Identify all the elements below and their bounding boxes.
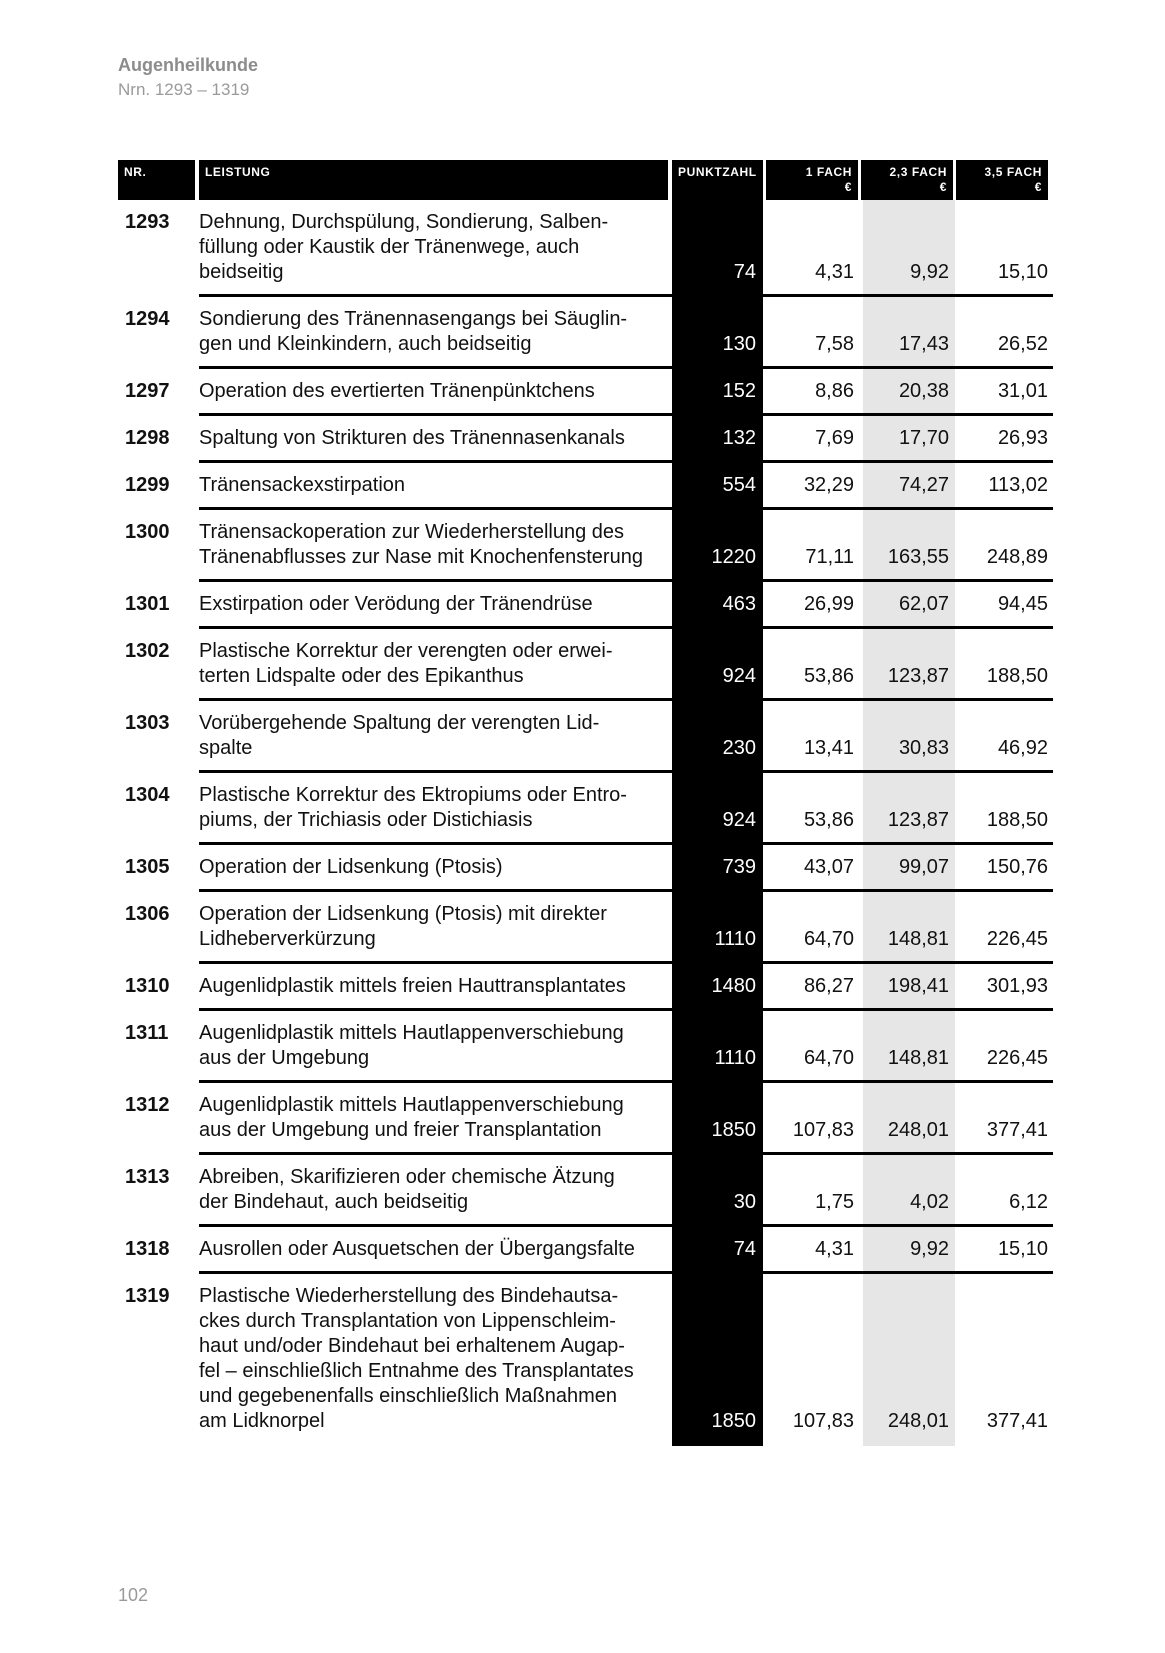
row-leistung xyxy=(199,297,672,369)
row-leistung xyxy=(199,416,672,463)
row-leistung xyxy=(199,701,672,773)
row-3-5-fach: 26,93 xyxy=(997,427,1048,449)
row-1-fach: 53,86 xyxy=(803,809,854,831)
row-2-3-fach: 123,87 xyxy=(887,665,949,687)
row-3-5-fach: 150,76 xyxy=(986,856,1048,878)
row-leistung xyxy=(199,1227,672,1274)
leistung-line: der Bindehaut, auch beidseitig xyxy=(199,1191,469,1213)
column-header-3-5-fach: 3,5 FACH € xyxy=(956,160,1048,200)
leistung-line: Augenlidplastik mittels Hautlappenverschiebung xyxy=(199,1022,624,1044)
leistung-line: Tränenabflusses zur Nase mit Knochenfensterung xyxy=(199,546,643,568)
row-number: 1300 xyxy=(125,521,170,543)
row-leistung xyxy=(199,369,672,416)
table-row xyxy=(118,369,1053,416)
row-1-fach: 71,11 xyxy=(805,546,854,568)
table-row xyxy=(118,1155,1053,1227)
table-body xyxy=(118,200,1053,1446)
number-range: Nrn. 1293 – 1319 xyxy=(118,80,250,99)
row-punktzahl: 463 xyxy=(722,593,756,615)
row-3-5-fach: 377,41 xyxy=(986,1119,1048,1141)
row-leistung xyxy=(199,892,672,964)
row-3-5-fach: 26,52 xyxy=(997,333,1048,355)
leistung-line: Spaltung von Strikturen des Tränennasenkanals xyxy=(199,427,625,449)
row-3-5-fach: 377,41 xyxy=(986,1410,1048,1432)
row-2-3-fach: 248,01 xyxy=(887,1410,949,1432)
row-2-3-fach: 9,92 xyxy=(910,1238,949,1260)
row-1-fach: 64,70 xyxy=(803,928,854,950)
row-3-5-fach: 31,01 xyxy=(997,380,1048,402)
page-header xyxy=(118,52,258,102)
row-2-3-fach: 123,87 xyxy=(887,809,949,831)
table-row xyxy=(118,892,1053,964)
leistung-line: ckes durch Transplantation von Lippenschleim- xyxy=(199,1310,616,1332)
row-number: 1318 xyxy=(125,1238,170,1260)
row-leistung xyxy=(199,582,672,629)
row-2-3-fach: 4,02 xyxy=(910,1191,949,1213)
table-row xyxy=(118,1083,1053,1155)
currency-symbol: € xyxy=(844,180,852,194)
leistung-line: aus der Umgebung und freier Transplantation xyxy=(199,1119,602,1141)
table-row xyxy=(118,845,1053,892)
row-punktzahl: 74 xyxy=(733,261,756,283)
table-row xyxy=(118,964,1053,1011)
row-number: 1294 xyxy=(125,308,170,330)
leistung-line: Augenlidplastik mittels freien Hauttransplantates xyxy=(199,975,626,997)
row-number: 1313 xyxy=(125,1166,170,1188)
row-2-3-fach: 198,41 xyxy=(887,975,949,997)
leistung-line: aus der Umgebung xyxy=(199,1047,370,1069)
leistung-line: Augenlidplastik mittels Hautlappenverschiebung xyxy=(199,1094,624,1116)
row-1-fach: 4,31 xyxy=(815,261,854,283)
leistung-line: am Lidknorpel xyxy=(199,1410,325,1432)
leistung-line: gen und Kleinkindern, auch beidseitig xyxy=(199,333,532,355)
row-leistung xyxy=(199,510,672,582)
row-leistung xyxy=(199,773,672,845)
row-number: 1301 xyxy=(125,593,170,615)
row-1-fach: 13,41 xyxy=(803,737,854,759)
row-leistung xyxy=(199,1083,672,1155)
row-1-fach: 4,31 xyxy=(815,1238,854,1260)
row-punktzahl: 74 xyxy=(733,1238,756,1260)
row-1-fach: 1,75 xyxy=(815,1191,854,1213)
row-number: 1306 xyxy=(125,903,170,925)
leistung-line: Ausrollen oder Ausquetschen der Übergangsfalte xyxy=(199,1238,635,1260)
row-punktzahl: 1480 xyxy=(711,975,756,997)
leistung-line: Operation der Lidsenkung (Ptosis) xyxy=(199,856,503,878)
leistung-line: Lidheberverkürzung xyxy=(199,928,376,950)
row-1-fach: 53,86 xyxy=(803,665,854,687)
leistung-line: Operation der Lidsenkung (Ptosis) mit direkter xyxy=(199,903,607,925)
row-leistung xyxy=(199,1011,672,1083)
row-leistung xyxy=(199,1155,672,1227)
column-header-leistung: LEISTUNG xyxy=(199,160,668,200)
currency-symbol: € xyxy=(1034,180,1042,194)
leistung-line: und gegebenenfalls einschließlich Maßnahmen xyxy=(199,1385,618,1407)
row-3-5-fach: 46,92 xyxy=(997,737,1048,759)
leistung-line: Exstirpation oder Verödung der Tränendrüse xyxy=(199,593,593,615)
table-row xyxy=(118,416,1053,463)
row-number: 1302 xyxy=(125,640,170,662)
leistung-line: Plastische Korrektur der verengten oder erwei- xyxy=(199,640,613,662)
row-3-5-fach: 226,45 xyxy=(986,1047,1048,1069)
row-punktzahl: 1850 xyxy=(711,1410,756,1432)
row-3-5-fach: 113,02 xyxy=(988,474,1048,496)
row-punktzahl: 554 xyxy=(722,474,756,496)
row-1-fach: 64,70 xyxy=(803,1047,854,1069)
row-2-3-fach: 163,55 xyxy=(887,546,949,568)
table-row xyxy=(118,773,1053,845)
leistung-line: piums, der Trichiasis oder Distichiasis xyxy=(199,809,533,831)
row-3-5-fach: 188,50 xyxy=(986,809,1048,831)
table-header xyxy=(118,160,1053,200)
row-3-5-fach: 301,93 xyxy=(986,975,1048,997)
row-number: 1298 xyxy=(125,427,170,449)
row-punktzahl: 1850 xyxy=(711,1119,756,1141)
leistung-line: Abreiben, Skarifizieren oder chemische Ätzung xyxy=(199,1166,615,1188)
row-number: 1319 xyxy=(125,1285,170,1307)
row-3-5-fach: 15,10 xyxy=(997,261,1048,283)
row-2-3-fach: 248,01 xyxy=(887,1119,949,1141)
table-row xyxy=(118,297,1053,369)
table-row xyxy=(118,1011,1053,1083)
row-2-3-fach: 20,38 xyxy=(898,380,949,402)
leistung-line: Dehnung, Durchspülung, Sondierung, Salben- xyxy=(199,211,609,233)
leistung-line: beidseitig xyxy=(199,261,284,283)
row-2-3-fach: 62,07 xyxy=(898,593,949,615)
leistung-line: spalte xyxy=(199,737,253,759)
row-number: 1305 xyxy=(125,856,170,878)
row-punktzahl: 739 xyxy=(722,856,756,878)
row-number: 1303 xyxy=(125,712,170,734)
table-row xyxy=(118,701,1053,773)
currency-symbol: € xyxy=(939,180,947,194)
table-row xyxy=(118,200,1053,297)
row-leistung xyxy=(199,845,672,892)
row-number: 1311 xyxy=(125,1022,169,1044)
leistung-line: füllung oder Kaustik der Tränenwege, auch xyxy=(199,236,580,258)
row-3-5-fach: 226,45 xyxy=(986,928,1048,950)
row-punktzahl: 924 xyxy=(722,665,756,687)
row-punktzahl: 230 xyxy=(722,737,756,759)
row-1-fach: 32,29 xyxy=(803,474,854,496)
row-3-5-fach: 6,12 xyxy=(1009,1191,1048,1213)
row-punktzahl: 130 xyxy=(722,333,756,355)
row-2-3-fach: 30,83 xyxy=(898,737,949,759)
leistung-line: Operation des evertierten Tränenpünktchens xyxy=(199,380,595,402)
fee-table xyxy=(118,160,1053,1446)
row-number: 1312 xyxy=(125,1094,170,1116)
row-1-fach: 8,86 xyxy=(815,380,854,402)
row-1-fach: 43,07 xyxy=(803,856,854,878)
row-punktzahl: 1110 xyxy=(714,928,756,950)
row-2-3-fach: 17,43 xyxy=(898,333,949,355)
row-number: 1299 xyxy=(125,474,170,496)
row-2-3-fach: 74,27 xyxy=(898,474,949,496)
table-row xyxy=(118,582,1053,629)
row-leistung xyxy=(199,1274,672,1446)
row-2-3-fach: 148,81 xyxy=(887,928,949,950)
row-punktzahl: 132 xyxy=(722,427,756,449)
row-2-3-fach: 17,70 xyxy=(898,427,949,449)
leistung-line: Tränensackexstirpation xyxy=(199,474,406,496)
row-2-3-fach: 148,81 xyxy=(887,1047,949,1069)
row-1-fach: 7,69 xyxy=(815,427,854,449)
chapter-title: Augenheilkunde xyxy=(118,55,259,75)
row-punktzahl: 1110 xyxy=(714,1047,756,1069)
column-header-nr: NR. xyxy=(118,160,195,200)
row-number: 1297 xyxy=(125,380,170,402)
row-punktzahl: 30 xyxy=(733,1191,756,1213)
row-number: 1304 xyxy=(125,784,170,806)
table-row xyxy=(118,629,1053,701)
table-row xyxy=(118,1274,1053,1446)
row-1-fach: 7,58 xyxy=(815,333,854,355)
leistung-line: terten Lidspalte oder des Epikanthus xyxy=(199,665,524,687)
row-leistung xyxy=(199,463,672,510)
leistung-line: Sondierung des Tränennasengangs bei Säuglin- xyxy=(199,308,628,330)
row-3-5-fach: 15,10 xyxy=(997,1238,1048,1260)
row-1-fach: 107,83 xyxy=(792,1119,854,1141)
leistung-line: Vorübergehende Spaltung der verengten Lid- xyxy=(199,712,600,734)
row-3-5-fach: 188,50 xyxy=(986,665,1048,687)
leistung-line: haut und/oder Bindehaut bei erhaltenem Augap- xyxy=(199,1335,625,1357)
row-3-5-fach: 94,45 xyxy=(997,593,1048,615)
table-row xyxy=(118,510,1053,582)
row-leistung xyxy=(199,964,672,1011)
table-row xyxy=(118,463,1053,510)
row-punktzahl: 924 xyxy=(722,809,756,831)
row-3-5-fach: 248,89 xyxy=(986,546,1048,568)
column-header-1-fach: 1 FACH € xyxy=(766,160,858,200)
row-number: 1310 xyxy=(125,975,170,997)
row-leistung xyxy=(199,200,672,297)
row-1-fach: 26,99 xyxy=(803,593,854,615)
leistung-line: fel – einschließlich Entnahme des Transplantates xyxy=(199,1360,634,1382)
leistung-line: Plastische Wiederherstellung des Bindehautsa- xyxy=(199,1285,619,1307)
row-1-fach: 107,83 xyxy=(792,1410,854,1432)
row-punktzahl: 1220 xyxy=(711,546,756,568)
row-1-fach: 86,27 xyxy=(803,975,854,997)
row-2-3-fach: 9,92 xyxy=(910,261,949,283)
column-header-2-3-fach: 2,3 FACH € xyxy=(861,160,953,200)
row-leistung xyxy=(199,629,672,701)
table-row xyxy=(118,1227,1053,1274)
row-punktzahl: 152 xyxy=(722,380,756,402)
leistung-line: Plastische Korrektur des Ektropiums oder Entro- xyxy=(199,784,627,806)
page-number: 102 xyxy=(118,1585,149,1605)
row-number: 1293 xyxy=(125,211,170,233)
leistung-line: Tränensackoperation zur Wiederherstellung des xyxy=(199,521,625,543)
row-2-3-fach: 99,07 xyxy=(898,856,949,878)
column-header-punktzahl: PUNKTZAHL xyxy=(672,160,763,200)
